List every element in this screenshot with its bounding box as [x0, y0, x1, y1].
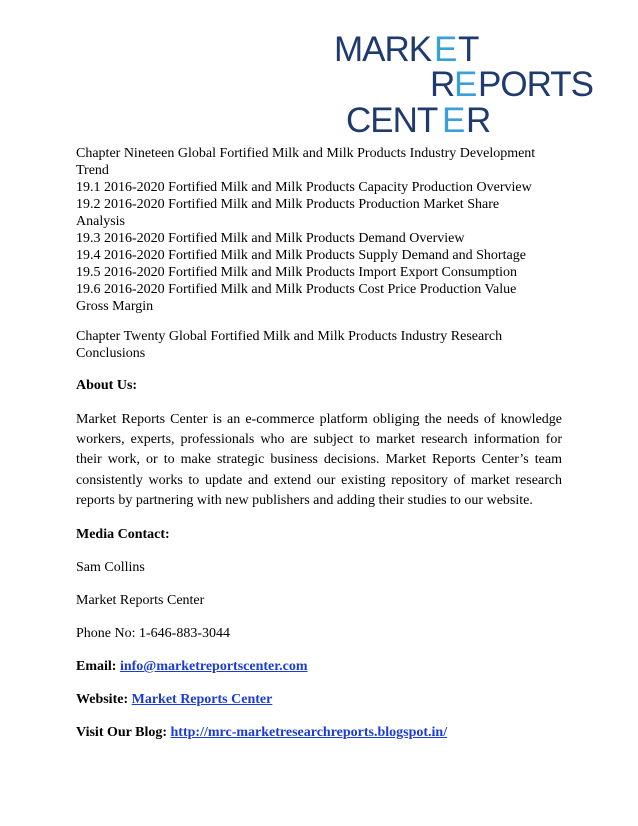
toc-chapter-19: Chapter Nineteen Global Fortified Milk and Milk Products Industry Development [76, 146, 536, 161]
document-body [76, 145, 562, 742]
toc-item-19-6: 19.6 2016-2020 Fortified Milk and Milk Products Cost Price Production Value [76, 282, 517, 297]
blog-label: Visit Our Blog: [76, 725, 171, 741]
contact-email-row [76, 658, 562, 676]
toc-chapter-20: Chapter Twenty Global Fortified Milk and Milk Products Industry Research [76, 329, 503, 344]
contact-phone: Phone No: 1-646-883-3044 [76, 626, 230, 642]
contact-website-row [76, 691, 562, 709]
svg-text:PORTS: PORTS [478, 65, 593, 104]
contact-blog-row [76, 724, 562, 742]
svg-text:E: E [454, 65, 478, 104]
toc-item-19-6-cont: Gross Margin [76, 299, 154, 314]
toc-item-19-1: 19.1 2016-2020 Fortified Milk and Milk Products Capacity Production Overview [76, 180, 532, 195]
website-link[interactable]: Market Reports Center [131, 692, 273, 708]
website-label: Website: [76, 692, 132, 708]
contact-name: Sam Collins [76, 560, 145, 576]
email-label: Email: [76, 659, 120, 675]
toc-item-19-5: 19.5 2016-2020 Fortified Milk and Milk Products Import Export Consumption [76, 265, 517, 280]
toc-item-19-2-cont: Analysis [76, 214, 125, 229]
svg-text:E: E [434, 30, 458, 69]
toc-chapter-20-cont: Conclusions [76, 346, 146, 361]
market-reports-center-logo [334, 26, 593, 140]
about-heading: About Us: [76, 378, 138, 393]
toc-chapter-19-cont: Trend [76, 163, 109, 178]
logo-graphic [334, 26, 593, 140]
svg-text:R: R [430, 65, 456, 104]
svg-text:CENT: CENT [346, 101, 438, 140]
blog-link[interactable]: http://mrc-marketresearchreports.blogspot.in/ [170, 725, 448, 741]
svg-text:MARK: MARK [334, 30, 432, 69]
toc-item-19-4: 19.4 2016-2020 Fortified Milk and Milk Products Supply Demand and Shortage [76, 248, 526, 263]
svg-text:T: T [458, 30, 480, 69]
toc-item-19-2: 19.2 2016-2020 Fortified Milk and Milk Products Production Market Share [76, 197, 500, 212]
contact-company: Market Reports Center [76, 593, 205, 609]
media-contact-heading: Media Contact: [76, 527, 170, 543]
about-paragraph: Market Reports Center is an e-commerce platform obliging the needs of knowledge workers, experts, professionals who are subject to market research information for their work, or to make strategic business decisions. Market Reports Center’s team consistently works to update and extend our existing repository of market research reports by partnering with new publishers and adding their studies to our website. [76, 412, 562, 508]
email-link[interactable]: info@marketreportscenter.com [119, 659, 308, 675]
toc-item-19-3: 19.3 2016-2020 Fortified Milk and Milk Products Demand Overview [76, 231, 465, 246]
svg-text:R: R [466, 101, 492, 140]
svg-text:E: E [442, 101, 466, 140]
